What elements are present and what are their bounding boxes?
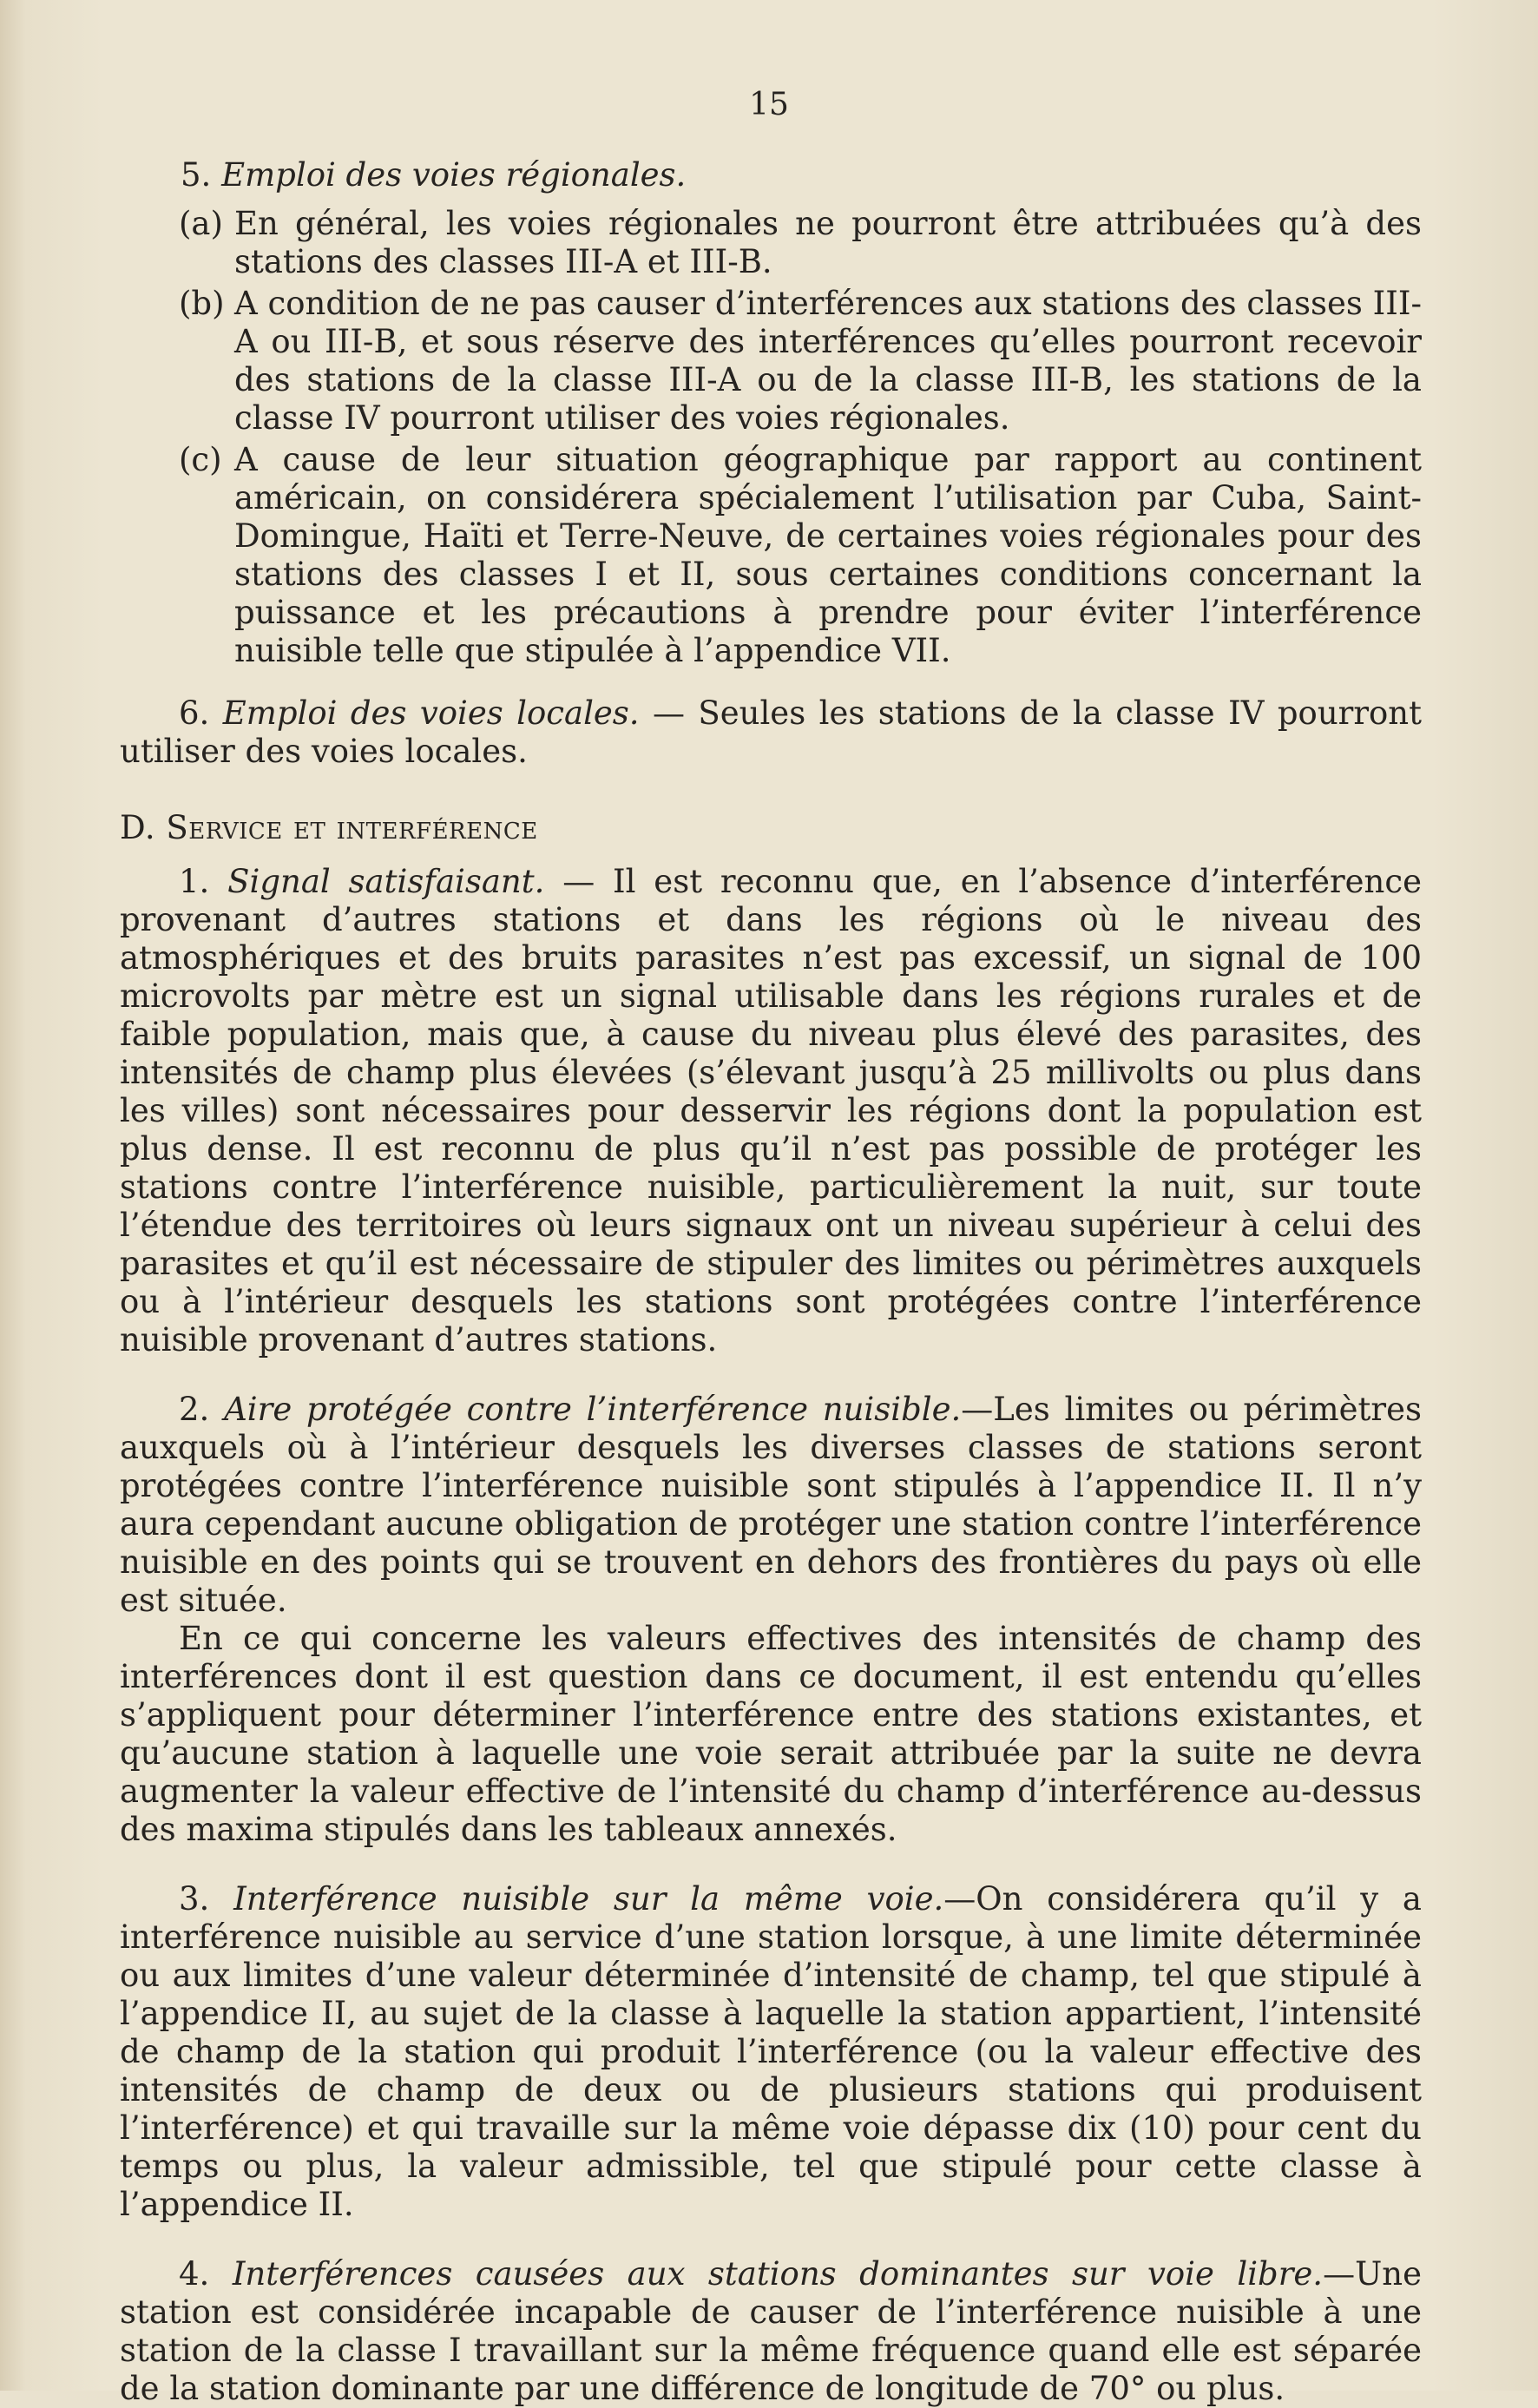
section-5-heading [181, 156, 1422, 194]
item-text: A condition de ne pas causer d’interférences aux stations des classes III-A ou III-B, et sous réserve des interférences qu’elles pourront recevoir des stations de la classe III-A ou de la classe III-B, les stations de la classe IV pourront utiliser des voies régionales. [234, 285, 1422, 437]
item-c [179, 441, 1422, 670]
paragraph-title: Interférences causées aux stations dominantes sur voie libre. [232, 2255, 1324, 2293]
paragraph-number: 3. [179, 1880, 210, 1918]
paragraph-d2 [120, 1391, 1422, 1620]
document-body [120, 156, 1422, 2408]
item-mark: (c) [179, 441, 222, 478]
section-title: Service et interférence [166, 809, 538, 846]
paragraph-text: — Il est reconnu que, en l’absence d’interférence provenant d’autres stations et dans les régions où le niveau des atmosphériques et des bruits parasites n’est pas excessif, un signal de 100 microvolts par mètre est un signal utilisable dans les régions rurales et de faible population, mais que, à cause du niveau plus élevé des parasites, des intensités de champ plus élevées (s’élevant jusqu’à 25 millivolts ou plus dans les villes) sont nécessaires pour desservir les régions dont la population est plus dense. Il est reconnu de plus qu’il n’est pas possible de protéger les stations contre l’interférence nuisible, particulièrement la nuit, sur toute l’étendue des territoires où leurs signaux ont un niveau supérieur à celui des parasites et qu’il est nécessaire de stipuler des limites ou périmètres auxquels ou à l’intérieur desquels les stations sont protégées contre l’interférence nuisible provenant d’autres stations. [120, 863, 1422, 1359]
section-text: — Seules les stations de la classe IV pourront utiliser des voies locales. [120, 694, 1422, 770]
item-mark: (b) [179, 285, 225, 322]
page-number: 15 [749, 87, 789, 122]
section-6-paragraph [120, 694, 1422, 771]
section-letter: D. [120, 809, 156, 846]
paragraph-title: Interférence nuisible sur la même voie. [233, 1880, 944, 1918]
paragraph-number: 4. [179, 2255, 210, 2293]
paragraph-title: Signal satisfaisant. [227, 863, 545, 900]
paragraph-title: Aire protégée contre l’interférence nuisible. [224, 1391, 962, 1428]
paragraph-text: —Les limites ou périmètres auxquels où à l’intérieur desquels les diverses classes de stations seront protégées contre l’interférence nuisible sont stipulés à l’appendice II. Il n’y aura cependant aucune obligation de protéger une station contre l’interférence nuisible en des points qui se trouvent en dehors des frontières du pays où elle est située. [120, 1391, 1422, 1619]
paragraph-text: —On considérera qu’il y a interférence nuisible au service d’une station lorsque, à une limite déterminée ou aux limites d’une valeur déterminée d’intensité de champ, tel que stipulé à l’appendice II, au sujet de la classe à laquelle la station appartient, l’intensité de champ de la station qui produit l’interférence (ou la valeur effective des intensités de champ de deux ou de plusieurs stations qui produisent l’interférence) et qui travaille sur la même voie dépasse dix (10) pour cent du temps ou plus, la valeur admissible, tel que stipulé pour cette classe à l’appendice II. [120, 1880, 1422, 2223]
item-text: A cause de leur situation géographique par rapport au continent américain, on considérera spécialement l’utilisation par Cuba, Saint-Domingue, Haïti et Terre-Neuve, de certaines voies régionales pour des stations des classes I et II, sous certaines conditions concernant la puissance et les précautions à prendre pour éviter l’interférence nuisible telle que stipulée à l’appendice VII. [234, 441, 1422, 669]
paragraph-d4 [120, 2255, 1422, 2408]
paragraph-d2-continued: En ce qui concerne les valeurs effectives des intensités de champ des interférences dont il est question dans ce document, il est entendu qu’elles s’appliquent pour déterminer l’interférence entre des stations existantes, et qu’aucune station à laquelle une voie serait attribuée par la suite ne devra augmenter la valeur effective de l’intensité du champ d’interférence au-dessus des maxima stipulés dans les tableaux annexés. [120, 1620, 1422, 1848]
section-d-heading [120, 809, 1422, 847]
item-b [179, 285, 1422, 438]
item-a [179, 205, 1422, 281]
section-number: 6. [179, 694, 210, 732]
paragraph-d1 [120, 863, 1422, 1359]
paragraph-text: —Une station est considérée incapable de causer de l’interférence nuisible à une station de la classe I travaillant sur la même fréquence quand elle est séparée de la station dominante par une différence de longitude de 70° ou plus. [120, 2255, 1422, 2407]
paragraph-d3 [120, 1880, 1422, 2224]
item-mark: (a) [179, 205, 223, 242]
section-title: Emploi des voies régionales. [221, 156, 687, 194]
paragraph-number: 1. [179, 863, 210, 900]
section-number: 5. [181, 156, 212, 194]
item-text: En général, les voies régionales ne pourront être attribuées qu’à des stations des classes III-A et III-B. [234, 205, 1422, 280]
section-title: Emploi des voies locales. [222, 694, 640, 732]
paragraph-number: 2. [179, 1391, 210, 1428]
